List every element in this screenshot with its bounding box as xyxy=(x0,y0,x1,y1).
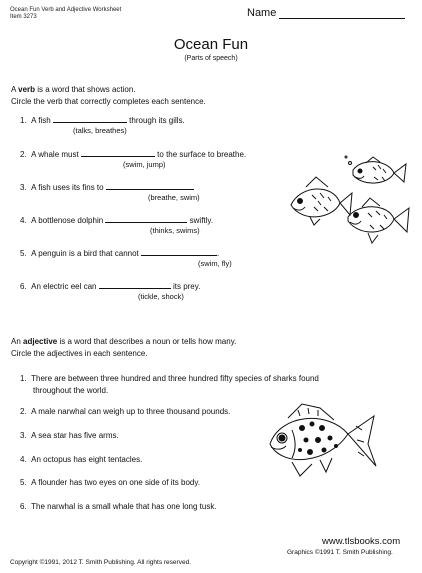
website-url[interactable]: www.tlsbooks.com xyxy=(322,536,401,547)
verb-question-6: 6. An electric eel can its prey. xyxy=(20,282,201,291)
answer-blank[interactable] xyxy=(53,114,127,123)
answer-blank[interactable] xyxy=(81,148,155,157)
worksheet-title: Ocean Fun Verb and Adjective Worksheet xyxy=(10,7,122,13)
adjective-intro: An adjective is a word that describes a noun or tells how many. xyxy=(11,337,237,346)
verb-question-1: 1. A fish through its gills. xyxy=(20,116,185,125)
verb-choices-6: (tickle, shock) xyxy=(138,292,184,301)
graphics-credit: Graphics ©1991 T. Smith Publishing. xyxy=(287,549,393,556)
spotted-fish-illustration xyxy=(262,400,380,482)
adjective-question-1: 1. There are between three hundred and three hundred fifty species of sharks found xyxy=(20,374,319,383)
verb-choices-1: (talks, breathes) xyxy=(73,126,127,135)
adjective-question-1-cont: throughout the world. xyxy=(33,386,109,395)
adjective-question-2: 2. A male narwhal can weigh up to three thousand pounds. xyxy=(20,407,231,416)
adjective-instruction: Circle the adjectives in each sentence. xyxy=(11,349,148,358)
verb-intro: A verb is a word that shows action. xyxy=(11,85,136,94)
verb-choices-5: (swim, fly) xyxy=(198,259,232,268)
adjective-question-3: 3. A sea star has five arms. xyxy=(20,431,119,440)
verb-question-5: 5. A penguin is a bird that cannot . xyxy=(20,249,220,258)
verb-choices-2: (swim, jump) xyxy=(123,160,166,169)
page-subtitle: (Parts of speech) xyxy=(184,55,238,62)
copyright: Copyright ©1991, 2012 T. Smith Publishing. All rights reserved. xyxy=(10,559,191,566)
verb-instruction: Circle the verb that correctly completes each sentence. xyxy=(11,97,206,106)
answer-blank[interactable] xyxy=(99,280,171,289)
fish-group-illustration xyxy=(288,155,414,255)
verb-choices-3: (breathe, swim) xyxy=(148,193,200,202)
name-line[interactable] xyxy=(279,18,405,19)
verb-question-2: 2. A whale must to the surface to breathe. xyxy=(20,150,247,159)
adjective-question-6: 6. The narwhal is a small whale that has one long tusk. xyxy=(20,502,217,511)
answer-blank[interactable] xyxy=(105,214,187,223)
verb-choices-4: (thinks, swims) xyxy=(150,226,200,235)
answer-blank[interactable] xyxy=(106,181,194,190)
adjective-question-4: 4. An octopus has eight tentacles. xyxy=(20,455,143,464)
adjective-question-5: 5. A flounder has two eyes on one side of its body. xyxy=(20,478,200,487)
item-number: Item 3273 xyxy=(10,14,37,20)
verb-question-4: 4. A bottlenose dolphin swiftly. xyxy=(20,216,214,225)
name-label: Name xyxy=(247,7,277,19)
page-title: Ocean Fun xyxy=(173,36,249,53)
answer-blank[interactable] xyxy=(141,247,217,256)
verb-question-3: 3. A fish uses its fins to xyxy=(20,181,194,193)
